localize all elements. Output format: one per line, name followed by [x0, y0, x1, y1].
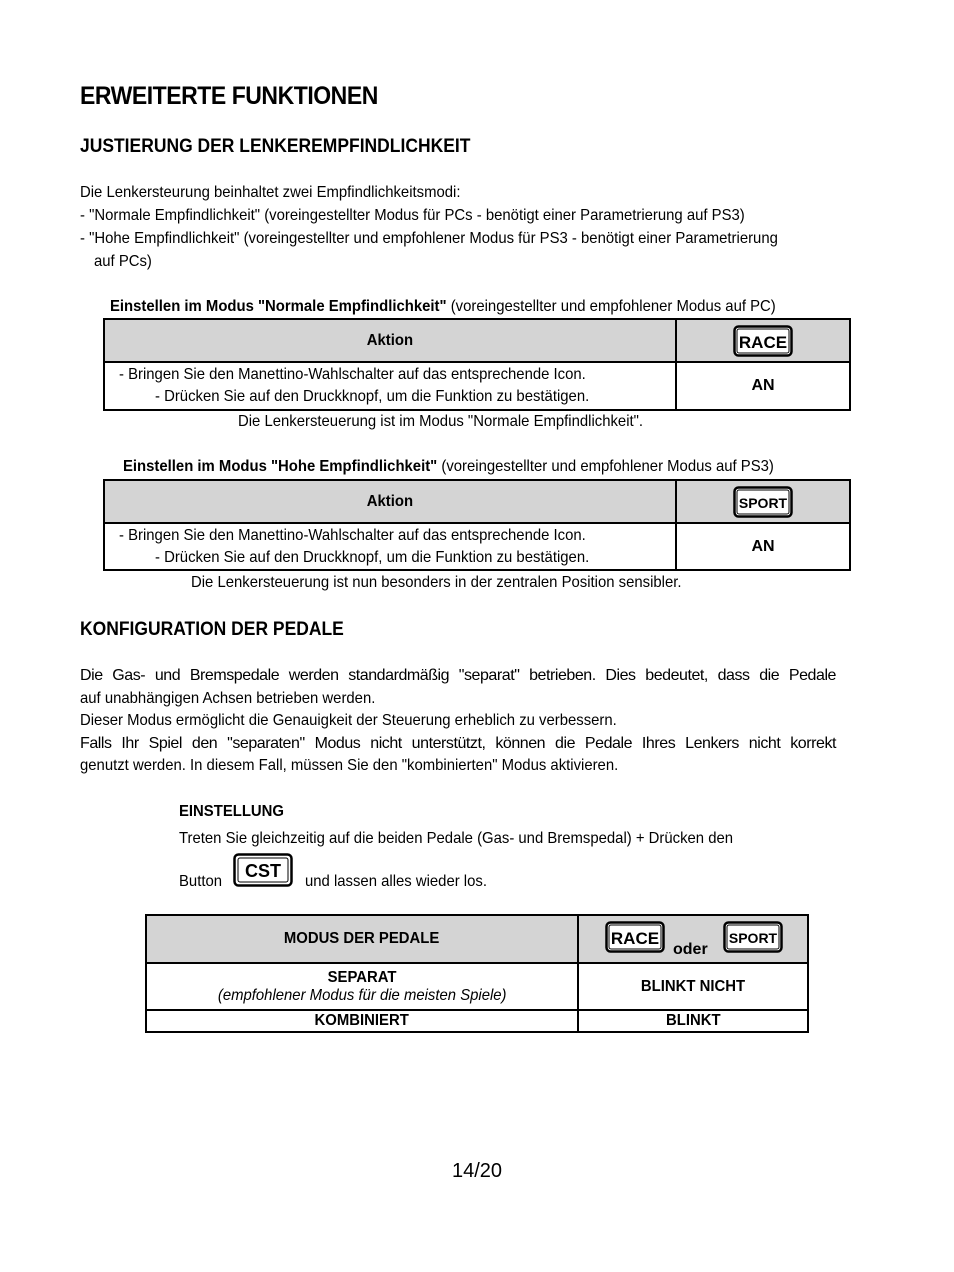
section2-body: [80, 665, 836, 778]
table2-note: Die Lenkersteuerung ist nun besonders in der zentralen Position sensibler.: [191, 574, 682, 591]
section2-para3-line2: genutzt werden. In diesem Fall, müssen Sie den "kombinierten" Modus aktivieren.: [80, 757, 619, 774]
section2-para1-line2: auf unabhängigen Achsen betrieben werden.: [80, 689, 376, 707]
svg-text:CST: CST: [245, 861, 281, 881]
table3-row2-state: BLINKT: [578, 1010, 808, 1032]
svg-text:SPORT: SPORT: [728, 930, 778, 946]
page-number: 14/20: [451, 1160, 503, 1182]
svg-text:RACE: RACE: [738, 332, 788, 352]
cst-button-icon: [233, 853, 293, 887]
table1-row-action: [104, 362, 676, 410]
table2-caption: [123, 456, 774, 479]
sport-icon: [733, 486, 793, 518]
table3: [145, 914, 809, 1033]
table3-row: [146, 1010, 808, 1032]
table2-header-action: Aktion: [104, 480, 676, 523]
table2: [103, 479, 851, 571]
svg-text:SPORT: SPORT: [738, 494, 788, 511]
table1-note: Die Lenkersteuerung ist im Modus "Normale Empfindlichkeit".: [238, 413, 644, 430]
table2-caption-rest: (voreingestellter und empfohlener Modus auf PS3): [437, 458, 774, 475]
table3-header-or: oder: [673, 941, 708, 958]
table2-row-value: AN: [676, 523, 850, 570]
section2-para3-line1: Falls Ihr Spiel den "separaten" Modus nicht unterstützt, können die Pedale Ihres Lenkers nicht korrekt: [80, 734, 836, 752]
table3-header-mode: MODUS DER PEDALE: [146, 915, 578, 963]
table1-caption-bold: Einstellen im Modus "Normale Empfindlichkeit": [110, 298, 447, 315]
table2-row-line2: - Drücken Sie auf den Druckknopf, um die Funktion zu bestätigen.: [155, 548, 590, 566]
table3-row1-state: BLINKT NICHT: [578, 963, 808, 1010]
table2-caption-bold: Einstellen im Modus "Hohe Empfindlichkeit": [123, 458, 438, 475]
table1-row-value: AN: [676, 362, 850, 410]
setting-button-prefix: Button: [179, 873, 223, 890]
setting-line1: Treten Sie gleichzeitig auf die beiden Pedale (Gas- und Bremspedal) + Drücken den: [179, 830, 734, 847]
table2-row-line1: - Bringen Sie den Manettino-Wahlschalter auf das entsprechende Icon.: [119, 526, 586, 544]
section1-bullet2-cont: auf PCs): [94, 253, 152, 270]
sport-icon: [723, 921, 783, 953]
race-icon: [605, 921, 665, 953]
section1-intro: Die Lenkersteurung beinhaltet zwei Empfindlichkeitsmodi:: [80, 184, 461, 201]
table2-row-action: [104, 523, 676, 570]
table1-caption-rest: (voreingestellter und empfohlener Modus auf PC): [446, 298, 776, 315]
table1-row-line1: - Bringen Sie den Manettino-Wahlschalter auf das entsprechende Icon.: [119, 366, 586, 383]
table3-row: [146, 963, 808, 1010]
section2-para2: Dieser Modus ermöglicht die Genauigkeit der Steuerung erheblich zu verbessern.: [80, 712, 617, 729]
setting-heading: EINSTELLUNG: [179, 803, 284, 820]
table2-header-icon: [676, 480, 850, 523]
table1-caption: [110, 296, 776, 319]
section2-para1-line1: Die Gas- und Bremspedale werden standardmäßig "separat" betrieben. Dies bedeutet, dass die Pedale: [80, 667, 836, 684]
svg-text:RACE: RACE: [610, 929, 660, 948]
section2-heading: KONFIGURATION DER PEDALE: [80, 619, 344, 640]
table1: [103, 318, 851, 411]
page-title: ERWEITERTE FUNKTIONEN: [80, 82, 378, 110]
section1-bullet2: - "Hohe Empfindlichkeit" (voreingestellter und empfohlener Modus für PS3 - benötigt einer Parametrierung: [80, 230, 778, 247]
race-icon: [733, 325, 793, 357]
section1-heading: JUSTIERUNG DER LENKEREMPFINDLICHKEIT: [80, 136, 471, 157]
table1-header-action: Aktion: [104, 319, 676, 362]
table3-row2-mode: KOMBINIERT: [146, 1010, 578, 1032]
table1-header-icon: [676, 319, 850, 362]
table1-row-line2: - Drücken Sie auf den Druckknopf, um die Funktion zu bestätigen.: [155, 388, 590, 405]
table3-header-icons: [578, 915, 808, 963]
setting-button-suffix: und lassen alles wieder los.: [305, 873, 487, 890]
section1-bullet1: - "Normale Empfindlichkeit" (voreingestellter Modus für PCs - benötigt einer Parametrierung auf PS3): [80, 207, 745, 224]
table3-row1-mode: SEPARAT (empfohlener Modus für die meisten Spiele): [146, 963, 578, 1010]
